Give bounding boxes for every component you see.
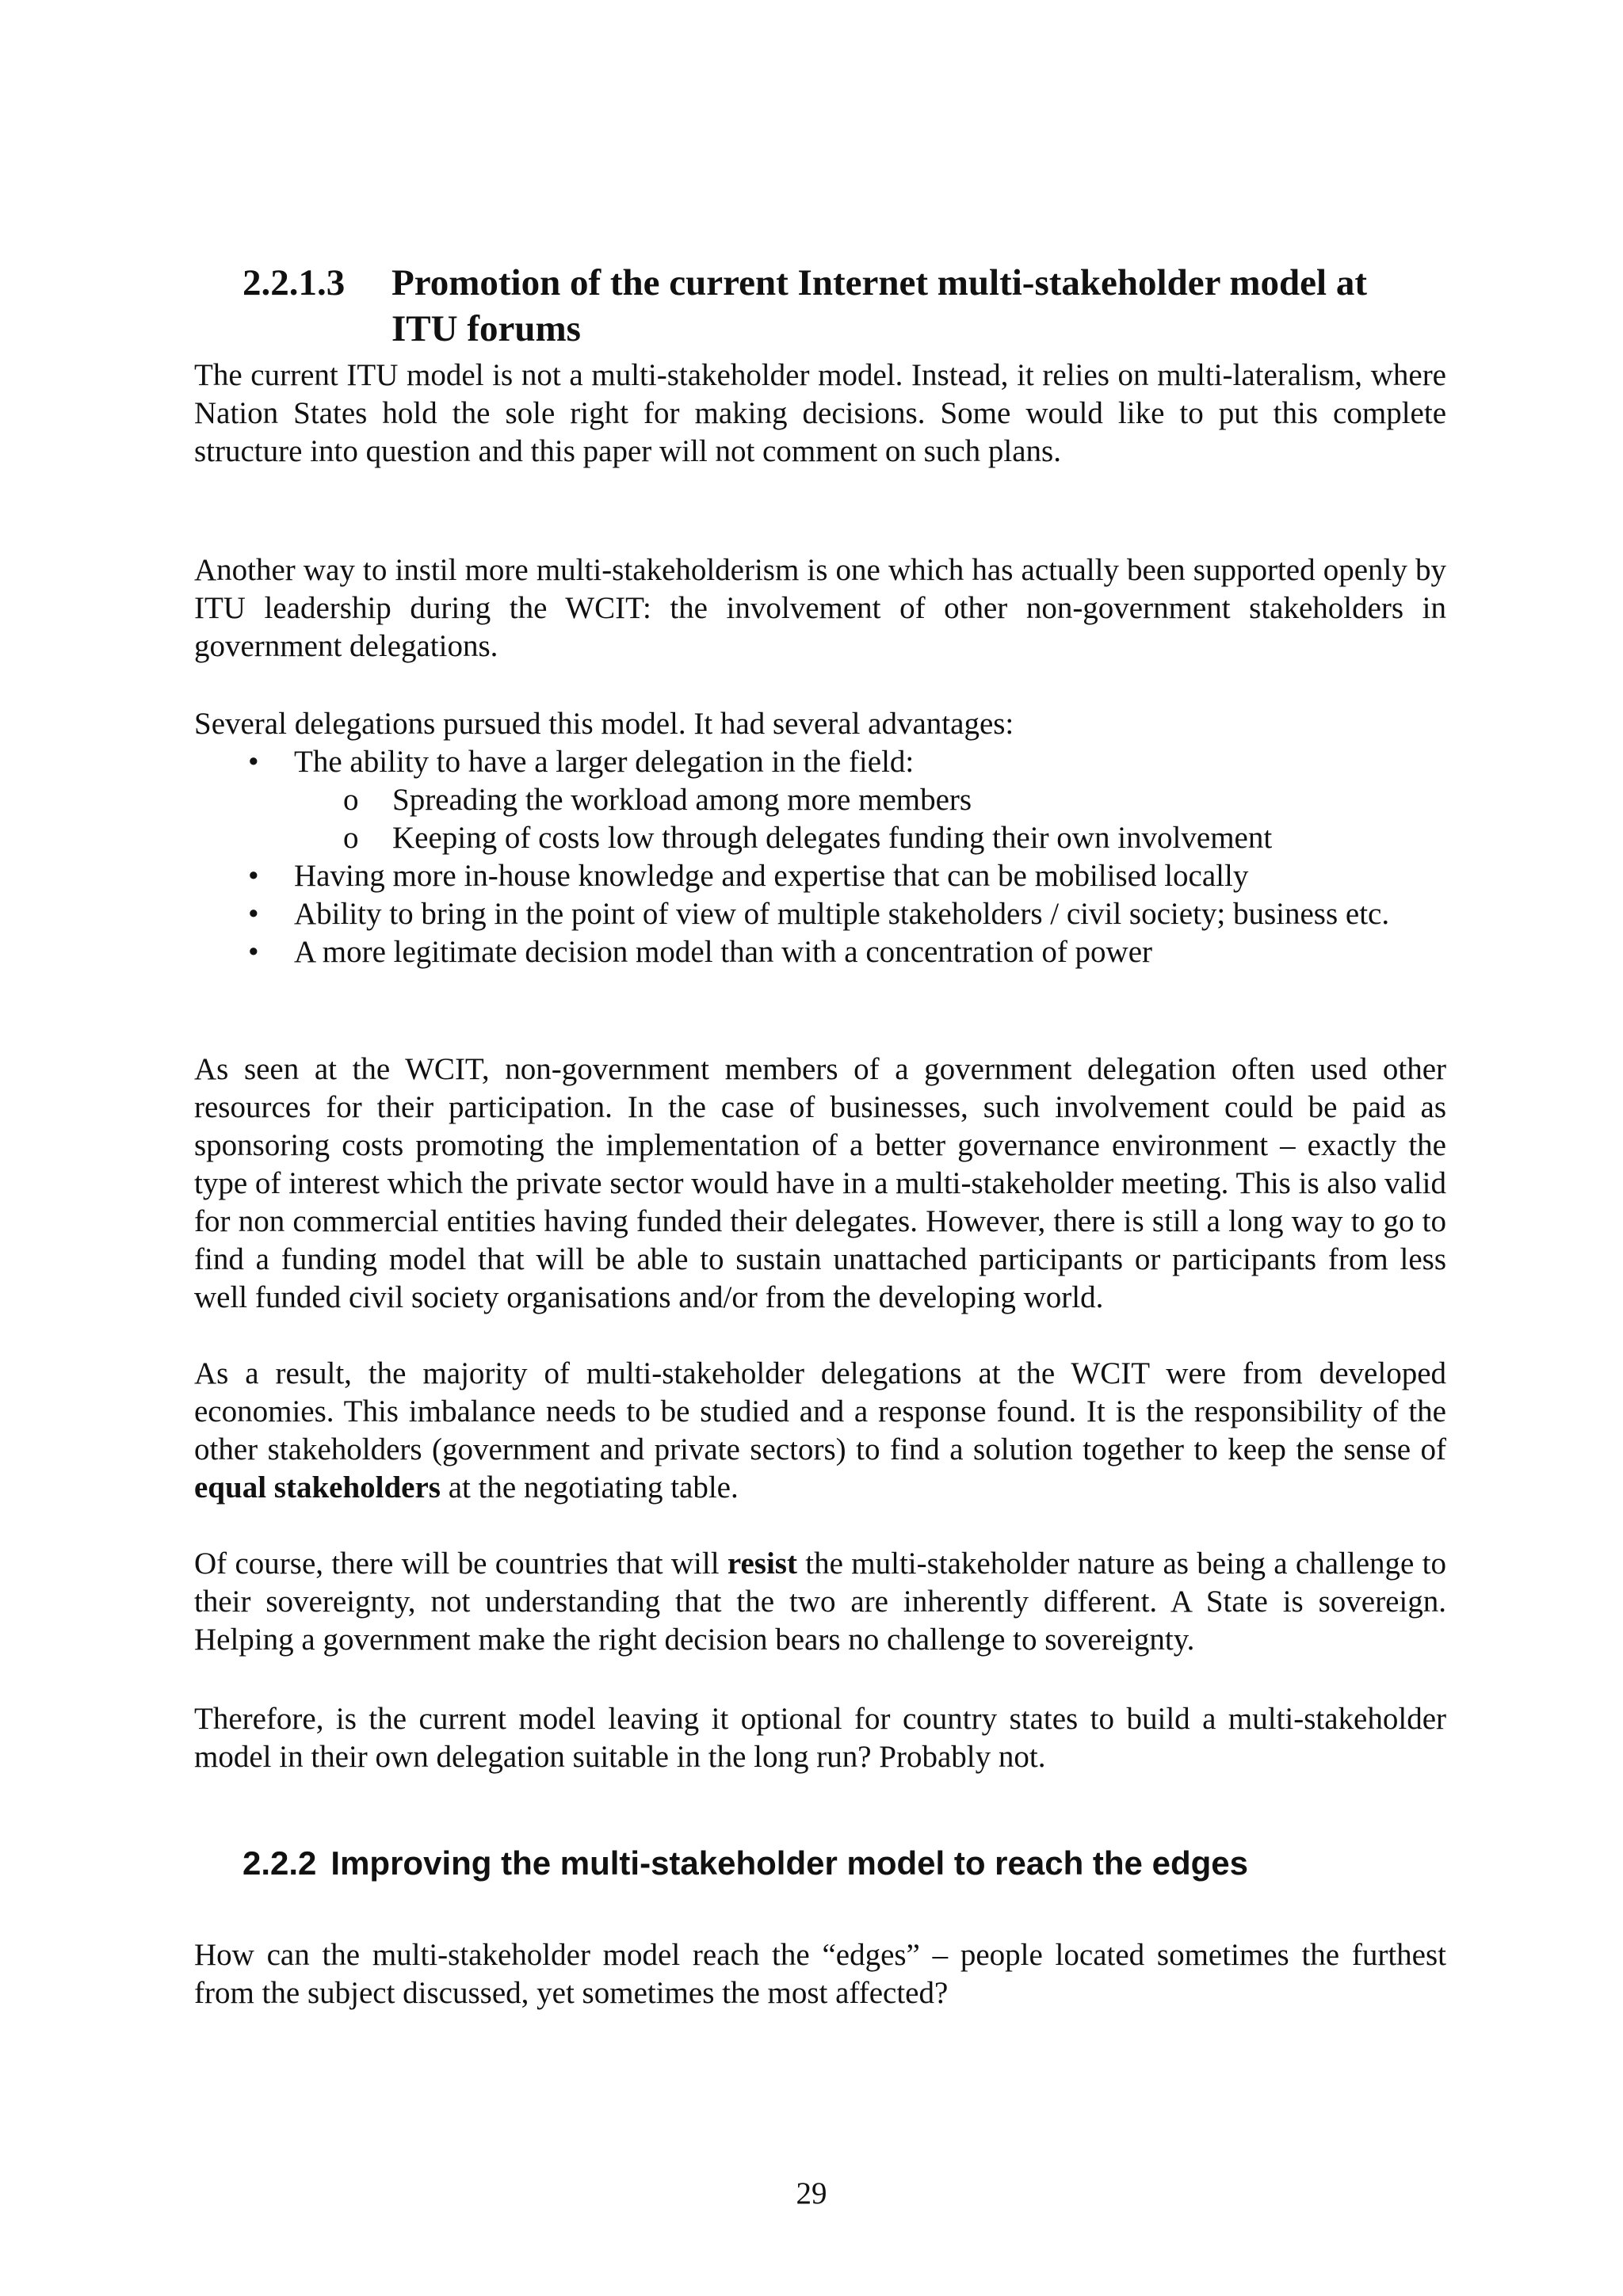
- list-item: [194, 895, 1446, 933]
- list-item: [194, 857, 1446, 895]
- paragraph-text: at the negotiating table.: [440, 1470, 739, 1505]
- paragraph-text: the multi-stakeholder nature as being a challenge to their sovereignty, not understanding that the two are inherently different. A State is sovereign. Helping a government make the right decision bears no challenge to sovereignty.: [194, 1547, 1446, 1657]
- list-item: [194, 819, 1446, 857]
- paragraph-text: Of course, there will be countries that will: [194, 1547, 727, 1581]
- section-heading-2-2-1-3: [242, 260, 1431, 352]
- paragraph-sovereignty: [194, 1545, 1446, 1659]
- list-item: [194, 743, 1446, 781]
- section-title: Improving the multi-stakeholder model to reach the edges: [330, 1844, 1248, 1882]
- page-number: 29: [796, 2176, 827, 2210]
- paragraph-delegations-intro: Several delegations pursued this model. It had several advantages:: [194, 707, 1014, 741]
- list-item: [194, 781, 1446, 819]
- list-item-text: The ability to have a larger delegation in the field:: [294, 745, 915, 779]
- advantages-list: [194, 743, 1446, 971]
- bullet-icon: •: [248, 859, 259, 893]
- emphasis-resist: resist: [727, 1547, 797, 1581]
- sub-bullet-icon: o: [343, 821, 359, 855]
- paragraph-itu-model: The current ITU model is not a multi-stakeholder model. Instead, it relies on multi-lateralism, where Nation States hold the sole right for making decisions. Some would like to put this complete structure into question and this paper will not comment on such plans.: [194, 358, 1446, 468]
- section-title: Promotion of the current Internet multi-stakeholder model at ITU forums: [391, 262, 1367, 349]
- paragraph-wcit-resources: As seen at the WCIT, non-government members of a government delegation often used other resources for their participation. In the case of businesses, such involvement could be paid as sponsoring costs promoting the implementation of a better governance environment – exactly the type of interest which the private sector would have in a multi-stakeholder meeting. This is also valid for non commercial entities having funded their delegates. However, there is still a long way to go to find a funding model that will be able to sustain unattached participants or participants from less well funded civil society organisations and/or from the developing world.: [194, 1052, 1446, 1314]
- list-item-text: Spreading the workload among more members: [392, 783, 972, 817]
- bullet-icon: •: [248, 745, 259, 779]
- list-item-text: Keeping of costs low through delegates funding their own involvement: [392, 821, 1273, 855]
- section-number: 2.2.2: [242, 1844, 317, 1882]
- list-item-text: Having more in-house knowledge and expertise that can be mobilised locally: [294, 859, 1249, 893]
- bullet-icon: •: [248, 935, 259, 969]
- paragraph-text: As a result, the majority of multi-stakeholder delegations at the WCIT were from developed economies. This imbalance needs to be studied and a response found. It is the responsibility of the other stakeholders (government and private sectors) to find a solution together to keep the sense of: [194, 1356, 1446, 1466]
- paragraph-therefore: Therefore, is the current model leaving it optional for country states to build a multi-stakeholder model in their own delegation suitable in the long run? Probably not.: [194, 1702, 1446, 1774]
- emphasis-equal-stakeholders: equal stakeholders: [194, 1470, 441, 1505]
- section-heading-2-2-2: [242, 1843, 1248, 1884]
- sub-bullet-icon: o: [343, 783, 359, 817]
- paragraph-imbalance: [194, 1355, 1446, 1507]
- paragraph-edges: How can the multi-stakeholder model reach the “edges” – people located sometimes the furthest from the subject discussed, yet sometimes the most affected?: [194, 1938, 1446, 2010]
- list-item-text: Ability to bring in the point of view of multiple stakeholders / civil society; business etc.: [294, 897, 1390, 931]
- section-number: 2.2.1.3: [242, 262, 346, 303]
- paragraph-instil-multistakeholderism: Another way to instil more multi-stakeholderism is one which has actually been supported openly by ITU leadership during the WCIT: the involvement of other non-government stakeholders in government delegations.: [194, 553, 1446, 663]
- list-item-text: A more legitimate decision model than with a concentration of power: [294, 935, 1153, 969]
- bullet-icon: •: [248, 897, 259, 931]
- list-item: [194, 933, 1446, 971]
